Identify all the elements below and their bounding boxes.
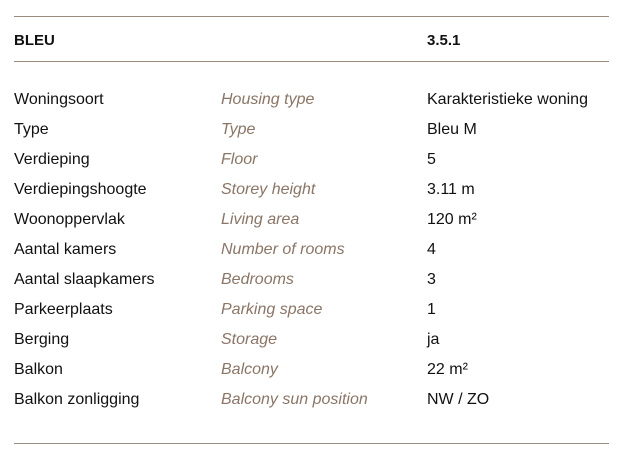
header-divider (14, 61, 609, 62)
bottom-divider (14, 443, 609, 444)
unit-code: 3.5.1 (427, 32, 461, 49)
label-english: Floor (221, 151, 258, 168)
spec-row-storage (0, 329, 618, 359)
spec-value: Bleu M (427, 121, 477, 138)
top-divider (14, 16, 609, 17)
label-dutch: Parkeerplaats (14, 301, 113, 318)
spec-row-housing-type (0, 89, 618, 119)
spec-value: 22 m² (427, 361, 468, 378)
label-dutch: Woningsoort (14, 91, 104, 108)
spec-value: 3.11 m (427, 181, 475, 198)
label-english: Balcony (221, 361, 278, 378)
spec-row-balcony-sun-position (0, 389, 618, 419)
label-english: Number of rooms (221, 241, 345, 258)
label-dutch: Verdieping (14, 151, 90, 168)
label-dutch: Woonoppervlak (14, 211, 125, 228)
label-english: Balcony sun position (221, 391, 368, 408)
label-dutch: Type (14, 121, 49, 138)
unit-name: BLEU (14, 32, 55, 49)
spec-value: ja (427, 331, 440, 348)
spec-row-floor (0, 149, 618, 179)
spec-value: 5 (427, 151, 436, 168)
spec-row-balcony (0, 359, 618, 389)
spec-row-number-of-rooms (0, 239, 618, 269)
spec-value: 1 (427, 301, 436, 318)
label-english: Housing type (221, 91, 315, 108)
label-english: Storage (221, 331, 278, 348)
spec-table (0, 89, 618, 419)
label-english: Parking space (221, 301, 323, 318)
label-dutch: Aantal slaapkamers (14, 271, 155, 288)
label-english: Storey height (221, 181, 316, 198)
spec-row-parking-space (0, 299, 618, 329)
spec-row-type (0, 119, 618, 149)
label-dutch: Verdiepingshoogte (14, 181, 147, 198)
spec-value: 3 (427, 271, 436, 288)
label-dutch: Balkon (14, 361, 63, 378)
spec-value: Karakteristieke woning (427, 91, 588, 108)
spec-header (0, 30, 618, 52)
label-dutch: Aantal kamers (14, 241, 117, 258)
spec-value: NW / ZO (427, 391, 490, 408)
spec-value: 120 m² (427, 211, 477, 228)
label-english: Type (221, 121, 256, 138)
label-english: Living area (221, 211, 300, 228)
label-english: Bedrooms (221, 271, 294, 288)
spec-row-storey-height (0, 179, 618, 209)
label-dutch: Balkon zonligging (14, 391, 140, 408)
spec-row-living-area (0, 209, 618, 239)
label-dutch: Berging (14, 331, 70, 348)
spec-row-bedrooms (0, 269, 618, 299)
spec-value: 4 (427, 241, 436, 258)
